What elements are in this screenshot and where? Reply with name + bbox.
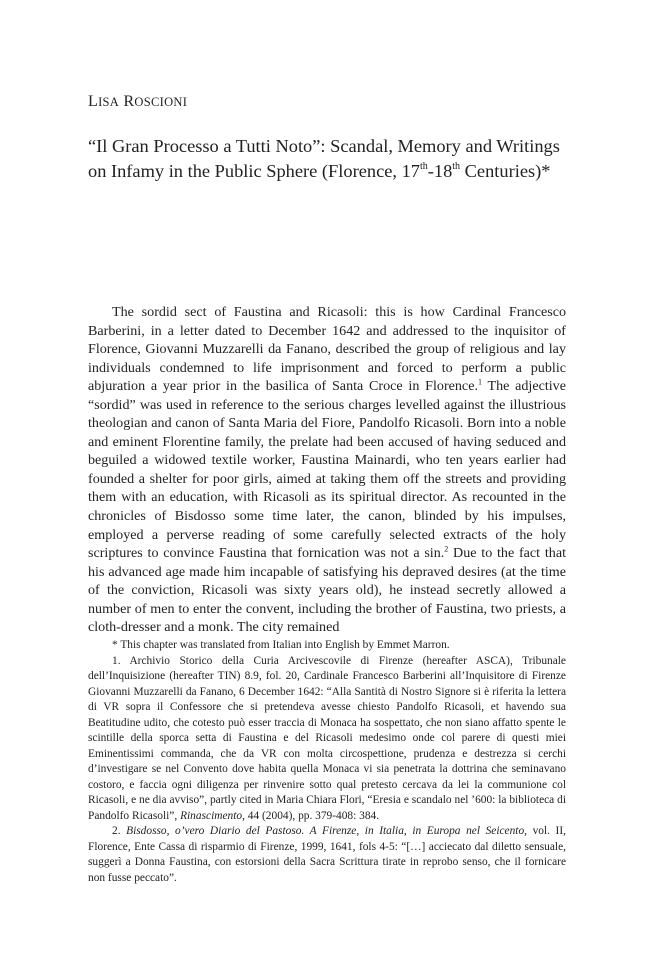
author-name: [88, 93, 187, 111]
author-last-rest: OSCIONI: [134, 95, 188, 109]
title-line-2b: -18: [427, 161, 453, 181]
footnote-1-journal: Rinascimento: [180, 809, 243, 822]
author-first-rest: ISA: [98, 95, 120, 109]
footnote-2-text: , vol. II, Florence, Ente Cassa di risparmio di Firenze, 1999, 1641, fols 4-5: “[…] acciecato dal diletto sensuale, suggerì a Donna Faustina, con estorsioni della Sacra Scrittura tirate in reprobo senso, che il fornicare non fusse peccato”.: [88, 825, 566, 884]
footnote-1: [88, 654, 566, 825]
author-last-initial: R: [123, 93, 135, 110]
footnote-star: * This chapter was translated from Italian into English by Emmet Marron.: [112, 639, 450, 651]
title-line-2a: on Infamy in the Public Sphere (Florence, 17: [88, 161, 420, 181]
footnote-2-title: Bisdosso, o’vero Diario del Pastoso. A Firenze, in Italia, in Europa nel Seicento: [126, 825, 525, 837]
title-superscript-1: th: [419, 160, 428, 172]
footnote-1-text-b: , 44 (2004), pp. 379-408: 384.: [242, 809, 380, 822]
footnote-2: [88, 824, 566, 886]
chapter-title: [88, 134, 568, 184]
body-text-a: The sordid sect of Faustina and Ricasoli: this is how Cardinal Francesco Barberini, in a letter dated to December 1642 and addressed to the inquisitor of Florence, Giovanni Muzzarelli da Fanano, described the group of religious and lay individuals condemned to life imprisonment and forced to perform a public abjuration a year prior in the basilica of Santa Croce in Florence.: [88, 304, 566, 395]
author-first-initial: L: [88, 93, 99, 110]
footnote-ref-1: 1: [477, 377, 482, 387]
body-text-b: The adjective “sordid” was used in reference to the serious charges levelled against the illustrious theologian and canon of Santa Maria del Fiore, Pandolfo Ricasoli. Born into a noble and eminent Florentine family, the prelate had been accused of having seduced and beguiled a widowed textile worker, Faustina Mainardi, who ten years earlier had founded a shelter for poor girls, aimed at taking them off the streets and providing them with an education, with Ricasoli as its spiritual director. As recounted in the chronicles of Bisdosso some time later, the canon, blinded by his impulses, employed a perverse reading of some carefully selected extracts of the holy scriptures to convince Faustina that fornication was not a sin.: [88, 378, 566, 562]
title-line-2c: Centuries)*: [460, 161, 551, 181]
title-superscript-2: th: [452, 160, 461, 172]
footnote-1-text-a: 1. Archivio Storico della Curia Arcivescovile di Firenze (hereafter ASCA), Tribunale dell’Inquisizione (hereafter TIN) 8.9, fol. 20, Cardinale Francesco Barberini all’Inquisitore di Firenze Giovanni Muzzarelli da Fanano, 6 December 1642: “Alla Santità di Nostro Signore si è riferita la lettera di VR sopra il Confessore che si pretendeva avesse chiesto Pandolfo Ricasoli, et havendo sua Beatitudine udito, che cotesto può esser traccia di Monaca ha sospettato, che non siano affatto spente le scintille della sporca setta di Faustina e del Ricasoli medesimo onde col parere di questi miei Eminentissimi commanda, che da VR con molta circospettione, prudenza e destrezza si cerchi d’investigare se nel Convento dove habita quella Monaca vi sia penetrata la dottrina che seminavano costoro, e faccia ogni diligenza per rinvenire sotto qual pretesto cercava da lei la communione col Ricasoli, e ne dia avviso”, partly cited in Maria Chiara Flori, “Eresia e scandalo nel ’600: la biblioteca di Pandolfo Ricasoli”,: [88, 654, 566, 822]
footnote-2-number: 2.: [112, 825, 127, 837]
title-line-1: “Il Gran Processo a Tutti Noto”: Scandal, Memory and Writings: [88, 136, 560, 156]
body-text-c: Due to the fact that his advanced age made him incapable of satisfying his depraved desires (at the time of the conviction, Ricasoli was sixty years old), he instead secretly allowed a number of men to enter the convent, including the brother of Faustina, two priests, a cloth-dresser and a monk. The city remained: [88, 545, 566, 636]
footnote-ref-2: 2: [444, 544, 449, 554]
body-paragraph: [88, 303, 566, 637]
footnotes: [88, 638, 566, 886]
